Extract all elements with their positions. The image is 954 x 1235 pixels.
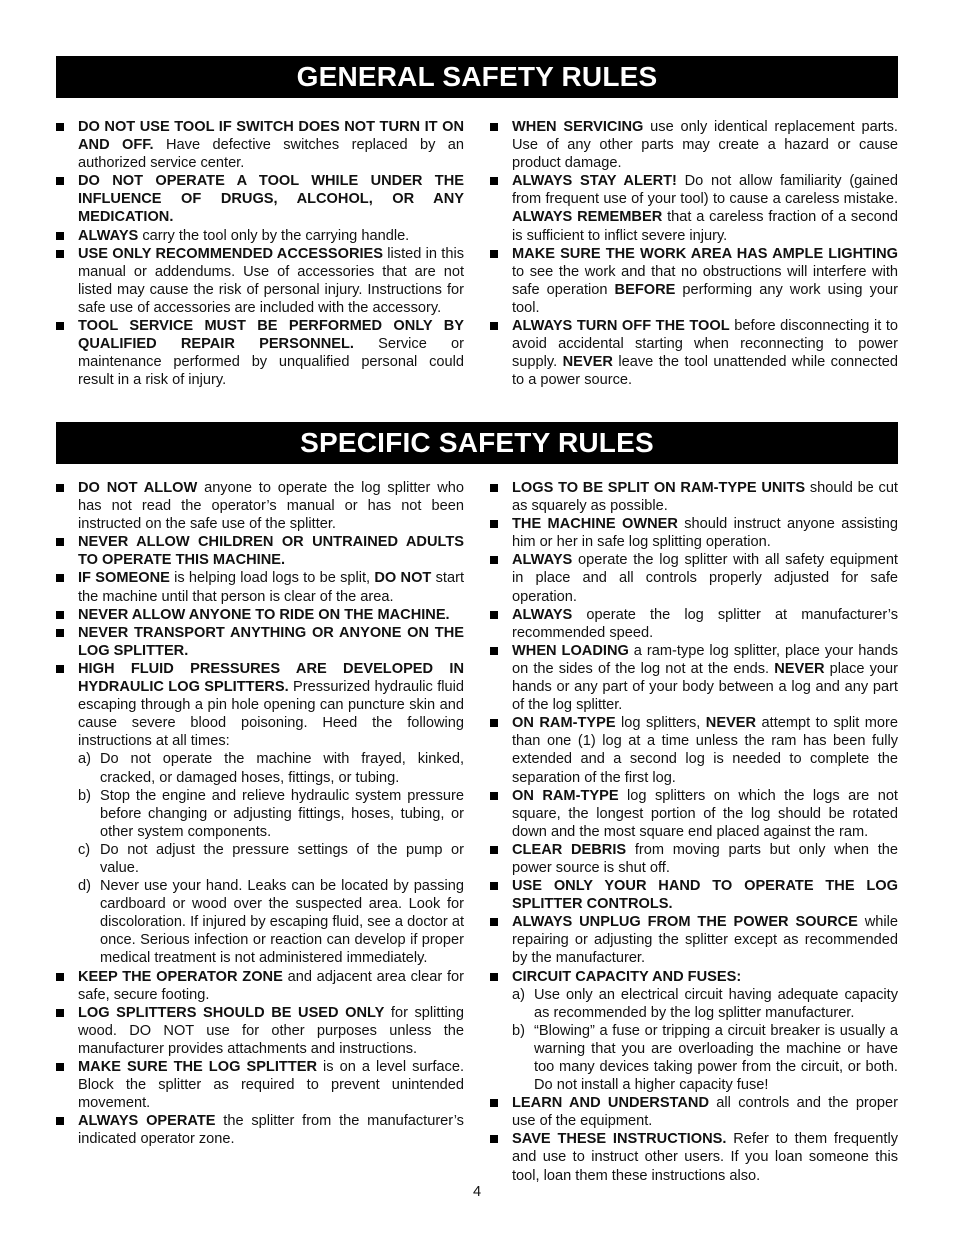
rule-lead: IF SOMEONE (78, 570, 170, 587)
rule-item (490, 877, 898, 913)
rule-item (56, 968, 464, 1004)
square-bullet-icon (56, 250, 64, 258)
square-bullet-icon (56, 1009, 64, 1017)
rule-item (56, 1058, 464, 1112)
rule-lead: ALWAYS (512, 606, 573, 623)
rule-lead: KEEP THE OPERATOR ZONE (78, 968, 283, 985)
rule-text: performing any work using your tool. (512, 281, 898, 316)
rule-item (56, 317, 464, 389)
rule-lead: ON RAM-TYPE (512, 787, 619, 804)
general-rules-right-column (490, 118, 898, 389)
rule-text: log splitters, (615, 715, 706, 732)
rule-item (490, 968, 898, 986)
rule-lead: LOG SPLITTERS SHOULD BE USED ONLY (78, 1004, 385, 1021)
subitem-label: a) (512, 986, 525, 1003)
rule-text: and adjacent area clear for safe, secure footing. (78, 968, 464, 1003)
rule-item (56, 569, 464, 605)
square-bullet-icon (56, 322, 64, 330)
square-bullet-icon (56, 484, 64, 492)
rule-item (56, 118, 464, 172)
rule-lead: NEVER ALLOW ANYONE TO RIDE ON THE MACHINE. (78, 606, 450, 623)
rule-item (490, 118, 898, 172)
subitem-text: Never use your hand. Leaks can be located by passing cardboard or wood over the suspected area. Look for discoloration. If injured by escaping fluid, see a doctor at once. Serious infection or reaction can develop if proper medical treatment is not administered immediately. (100, 878, 464, 967)
square-bullet-icon (490, 918, 498, 926)
rule-subitem (490, 986, 898, 1022)
square-bullet-icon (490, 177, 498, 185)
rule-text: log splitters on which the logs are not square, the longest portion of the log should be rotated down and the most square end placed against the ram. (512, 787, 898, 840)
rule-text: Pressurized hydraulic fluid escaping through a pin hole opening can puncture skin and cause severe blood poisoning. Heed the following instructions at all times: (78, 679, 464, 750)
rule-item (490, 606, 898, 642)
general-safety-banner (56, 56, 898, 98)
rule-text: attempt to split more than one (1) log at a time unless the ram has been fully extended and a second log is needed to complete the separation of the first log. (512, 715, 898, 786)
square-bullet-icon (490, 520, 498, 528)
rule-lead: SAVE THESE INSTRUCTIONS. (512, 1131, 727, 1148)
rule-text: should instruct anyone assisting him or her in safe log splitting operation. (512, 516, 898, 551)
rule-subitem (56, 841, 464, 877)
square-bullet-icon (490, 611, 498, 619)
rule-lead: DO NOT ALLOW (78, 480, 198, 496)
square-bullet-icon (56, 232, 64, 240)
rule-text: start the machine until that person is clear of the area. (78, 570, 464, 605)
rule-item (490, 551, 898, 605)
rule-emphasis: NEVER (562, 354, 613, 371)
rule-lead: ON RAM-TYPE (512, 715, 616, 732)
square-bullet-icon (490, 556, 498, 564)
rule-lead: THE MACHINE OWNER (512, 516, 678, 533)
rule-lead: CLEAR DEBRIS (512, 841, 627, 858)
rule-item (56, 533, 464, 569)
rule-text: a ram-type log splitter, place your hands on the sides of the log not at the ends. (512, 642, 898, 677)
square-bullet-icon (56, 123, 64, 131)
square-bullet-icon (490, 792, 498, 800)
rule-lead: TOOL SERVICE MUST BE PERFORMED ONLY BY QUALIFIED REPAIR PERSONNEL. (78, 318, 464, 353)
rule-item (490, 245, 898, 317)
square-bullet-icon (56, 538, 64, 546)
rule-item (56, 245, 464, 317)
square-bullet-icon (490, 882, 498, 890)
rule-text: is helping load logs to be split, (169, 570, 375, 587)
rule-subitem (490, 1022, 898, 1094)
square-bullet-icon (56, 574, 64, 582)
rule-lead: USE ONLY RECOMMENDED ACCESSORIES (78, 245, 384, 262)
rule-text: Service or maintenance performed by unqualified personal could result in a risk of injury. (78, 336, 464, 389)
square-bullet-icon (56, 177, 64, 185)
subitem-text: Stop the engine and relieve hydraulic system pressure before changing or adjusting fittings, hoses, tubing, or other system components. (100, 787, 464, 840)
rule-emphasis: NEVER (774, 660, 825, 677)
rule-emphasis: ALWAYS REMEMBER (512, 209, 663, 226)
square-bullet-icon (490, 322, 498, 330)
rule-item (490, 714, 898, 786)
rule-text: the splitter from the manufacturer’s indicated operator zone. (78, 1113, 464, 1148)
rule-text: carry the tool only by the carrying handle. (138, 227, 410, 244)
rule-text: leave the tool unattended while connected to a power source. (512, 354, 898, 389)
rule-item (490, 1130, 898, 1184)
rule-lead: ALWAYS (78, 227, 139, 244)
rule-text: should be cut as squarely as possible. (512, 480, 898, 515)
general-rules-left-column (56, 118, 464, 389)
square-bullet-icon (490, 250, 498, 258)
rule-text: listed in this manual or addendums. Use of accessories that are not listed may cause the risk of personal injury. Instructions for safe use of accessories are included with the accessory. (78, 245, 464, 316)
rule-lead: NEVER TRANSPORT ANYTHING OR ANYONE ON THE LOG SPLITTER. (78, 624, 464, 659)
rule-text: place your hands or any part of your body between a log and any part of the log splitter. (512, 660, 899, 714)
rule-item (490, 515, 898, 551)
rule-item (56, 479, 464, 533)
rule-item (490, 787, 898, 841)
rule-lead: LEARN AND UNDERSTAND (512, 1095, 710, 1112)
subitem-label: c) (78, 841, 91, 858)
subitem-label: a) (78, 751, 91, 768)
rule-item (56, 606, 464, 624)
rule-item (490, 642, 898, 714)
square-bullet-icon (490, 647, 498, 655)
rule-text: while repairing or adjusting the splitter except as recommended by the manufacturer. (512, 914, 898, 967)
subitem-label: d) (78, 878, 91, 895)
rule-text: operate the log splitter at manufacturer’s recommended speed. (512, 606, 898, 641)
subitem-text: Do not adjust the pressure settings of the pump or value. (100, 841, 464, 876)
rule-text: Do not allow familiarity (gained from frequent use of your tool) to cause a careless mistake. (512, 173, 899, 208)
square-bullet-icon (56, 1063, 64, 1071)
page-number: 4 (472, 1184, 482, 1200)
subitem-text: “Blowing” a fuse or tripping a circuit breaker is usually a warning that you are overloading the machine or have too many devices taking power from the circuit, or both. Do not install a higher capacity fuse! (534, 1022, 898, 1094)
rule-subitem (56, 877, 464, 967)
subitem-label: b) (512, 1022, 525, 1039)
rule-item (56, 660, 464, 750)
specific-safety-title: SPECIFIC SAFETY RULES (300, 427, 654, 458)
square-bullet-icon (490, 973, 498, 981)
rule-item (490, 913, 898, 967)
rule-lead: ALWAYS UNPLUG FROM THE POWER SOURCE (512, 914, 858, 931)
rule-subitem (56, 787, 464, 841)
rule-item (56, 1112, 464, 1148)
rule-lead: CIRCUIT CAPACITY AND FUSES: (512, 968, 742, 985)
rule-emphasis: DO NOT (374, 570, 432, 587)
square-bullet-icon (56, 973, 64, 981)
rule-lead: NEVER ALLOW CHILDREN OR UNTRAINED ADULTS TO OPERATE THIS MACHINE. (78, 534, 464, 569)
rule-text: that a careless fraction of a second is sufficient to inflict severe injury. (512, 209, 898, 244)
rule-item (56, 172, 464, 226)
rule-text: Have defective switches replaced by an authorized service center. (78, 137, 464, 172)
rule-lead: ALWAYS (512, 552, 573, 569)
rule-lead: WHEN LOADING (512, 642, 629, 659)
specific-rules-right-column (490, 479, 898, 1185)
rule-lead: ALWAYS TURN OFF THE TOOL (512, 318, 730, 335)
rule-item (490, 479, 898, 515)
square-bullet-icon (490, 846, 498, 854)
rule-emphasis: BEFORE (614, 281, 676, 298)
rule-text: for splitting wood. DO NOT use for other purposes unless the manufacturer provides attachments and instructions. (78, 1004, 464, 1057)
rule-subitem (56, 750, 464, 786)
rule-item (56, 1004, 464, 1058)
square-bullet-icon (56, 629, 64, 637)
rule-item (490, 841, 898, 877)
square-bullet-icon (490, 484, 498, 492)
rule-lead: ALWAYS OPERATE (78, 1113, 216, 1130)
rule-item (490, 1094, 898, 1130)
rule-text: all controls and the proper use of the equipment. (512, 1095, 899, 1130)
rule-text: to see the work and that no obstructions will interfere with safe operation (512, 263, 898, 298)
square-bullet-icon (490, 1099, 498, 1107)
general-safety-title: GENERAL SAFETY RULES (296, 61, 658, 92)
rule-item (490, 172, 898, 244)
rule-emphasis: NEVER (705, 715, 757, 732)
rule-lead: ALWAYS STAY ALERT! (512, 173, 677, 190)
rule-text: before disconnecting it to avoid accidental starting when reconnecting to power supply. (512, 318, 899, 371)
rule-lead: USE ONLY YOUR HAND TO OPERATE THE LOG SPLITTER CONTROLS. (512, 878, 898, 913)
rule-text: is on a level surface. Block the splitter as required to prevent unintended movement. (78, 1059, 465, 1112)
rule-text: from moving parts but only when the power source is shut off. (512, 841, 898, 876)
square-bullet-icon (56, 665, 64, 673)
rule-text: operate the log splitter with all safety equipment in place and all controls properly adjusted for safe operation. (512, 552, 898, 605)
subitem-text: Use only an electrical circuit having adequate capacity as recommended by the log splitter manufacturer. (534, 986, 898, 1021)
rule-lead: DO NOT USE TOOL IF SWITCH DOES NOT TURN IT ON AND OFF. (78, 119, 464, 154)
rule-lead: WHEN SERVICING (512, 119, 644, 135)
square-bullet-icon (56, 611, 64, 619)
square-bullet-icon (490, 719, 498, 727)
subitem-label: b) (78, 787, 91, 804)
rule-text: use only identical replacement parts. Use of any other parts may create a hazard or cause product damage. (512, 119, 898, 172)
rule-text: anyone to operate the log splitter who has not read the operator’s manual or has not been instructed on the safe use of the splitter. (78, 480, 464, 533)
rule-lead: MAKE SURE THE LOG SPLITTER (78, 1059, 318, 1075)
square-bullet-icon (490, 123, 498, 131)
square-bullet-icon (56, 1117, 64, 1125)
rule-item (56, 227, 464, 245)
specific-safety-banner (56, 422, 898, 464)
square-bullet-icon (490, 1135, 498, 1143)
rule-lead: HIGH FLUID PRESSURES ARE DEVELOPED IN HYDRAULIC LOG SPLITTERS. (78, 660, 464, 696)
rule-lead: LOGS TO BE SPLIT ON RAM-TYPE UNITS (512, 480, 806, 496)
subitem-text: Do not operate the machine with frayed, kinked, cracked, or damaged hoses, fittings, or tubing. (100, 751, 464, 786)
rule-item (56, 624, 464, 660)
rule-lead: MAKE SURE THE WORK AREA HAS AMPLE LIGHTING (512, 245, 898, 262)
rule-text: Refer to them frequently and use to instruct other users. If you loan someone this tool, loan them these instructions also. (512, 1131, 898, 1184)
rule-item (490, 317, 898, 389)
rule-lead: DO NOT OPERATE A TOOL WHILE UNDER THE INFLUENCE OF DRUGS, ALCOHOL, OR ANY MEDICATION. (78, 173, 464, 226)
specific-rules-left-column (56, 479, 464, 1148)
